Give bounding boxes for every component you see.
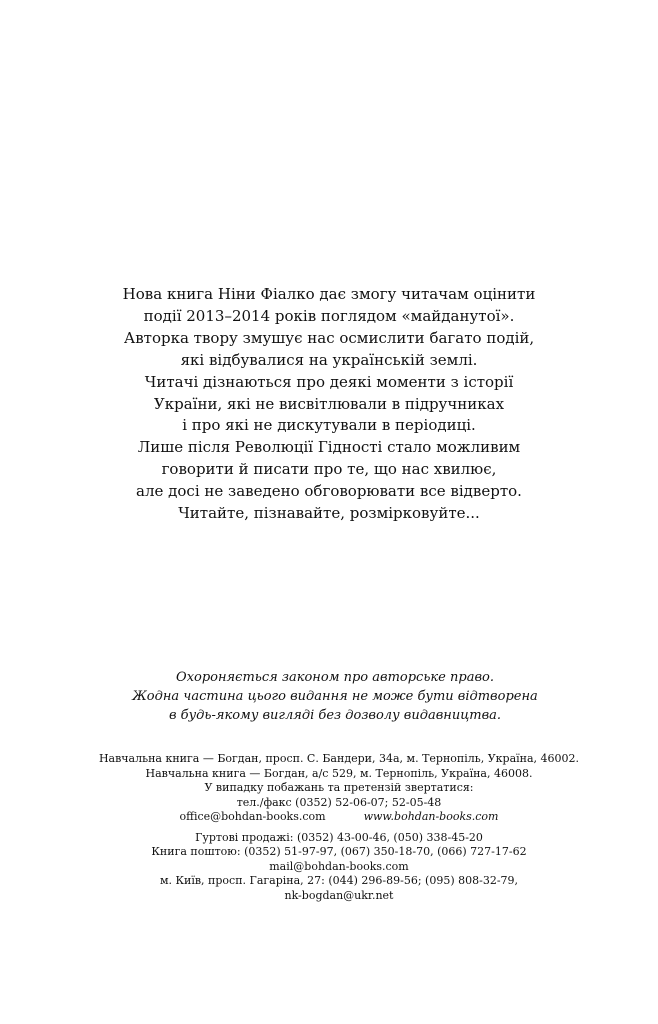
- publisher-address-main: Навчальна книга — Богдан, просп. С. Бандери, 34а, м. Тернопіль, Україна, 46002.: [98, 752, 580, 765]
- mail-order-contacts: Книга поштою: (0352) 51-97-97, (067) 350-18-70, (066) 727-17-62: [151, 845, 527, 858]
- publisher-website: www.bohdan-books.com: [363, 810, 499, 823]
- annotation-line: Авторка твору змушує нас осмислити багато подій,: [123, 328, 535, 347]
- annotation-line: але досі не заведено обговорювати все відверто.: [136, 482, 522, 501]
- wholesale-contacts: Гуртові продажі: (0352) 43-00-46, (050) 338-45-20: [195, 830, 483, 844]
- office-email: office@bohdan-books.com: [179, 810, 326, 823]
- mail-order-email: mail@bohdan-books.com: [269, 859, 409, 873]
- kyiv-office-email: nk-bogdan@ukr.net: [284, 888, 394, 902]
- copyright-line: Жодна частина цього видання не може бути відтворена: [132, 689, 538, 704]
- kyiv-office-contacts: м. Київ, просп. Гагаріна, 27: (044) 296-89-56; (095) 808-32-79,: [159, 874, 519, 887]
- phone-fax: тел./факс (0352) 52-06-07; 52-05-48: [236, 795, 442, 809]
- annotation-line: події 2013–2014 років поглядом «майданутої».: [143, 306, 515, 325]
- annotation-line: Лише після Революції Гідності стало можливим: [137, 438, 521, 457]
- copyright-line: в будь-якому вигляді без дозволу видавництва.: [168, 708, 502, 723]
- annotation-line: і про які не дискутували в періодиці.: [182, 416, 476, 435]
- copyright-line: Охороняється законом про авторське право.: [176, 670, 494, 685]
- publisher-imprint: [0, 752, 658, 903]
- annotation-line: України, які не висвітлювали в підручниках: [153, 394, 505, 413]
- annotation-line: які відбувалися на українській землі.: [180, 350, 478, 369]
- book-annotation: [0, 284, 658, 525]
- email-website-row: [0, 810, 658, 825]
- annotation-line: Нова книга Ніни Фіалко дає змогу читачам оцінити: [122, 285, 536, 303]
- publisher-address-po-box: Навчальна книга — Богдан, а/с 529, м. Тернопіль, Україна, 46008.: [145, 766, 533, 780]
- annotation-line: Читачі дізнаються про деякі моменти з історії: [144, 372, 514, 391]
- annotation-line: Читайте, пізнавайте, розмірковуйте...: [178, 504, 480, 523]
- copyright-notice: [0, 668, 658, 725]
- claims-contact-note: У випадку побажань та претензій звертатися:: [204, 781, 474, 794]
- annotation-line: говорити й писати про те, що нас хвилює,: [161, 460, 497, 479]
